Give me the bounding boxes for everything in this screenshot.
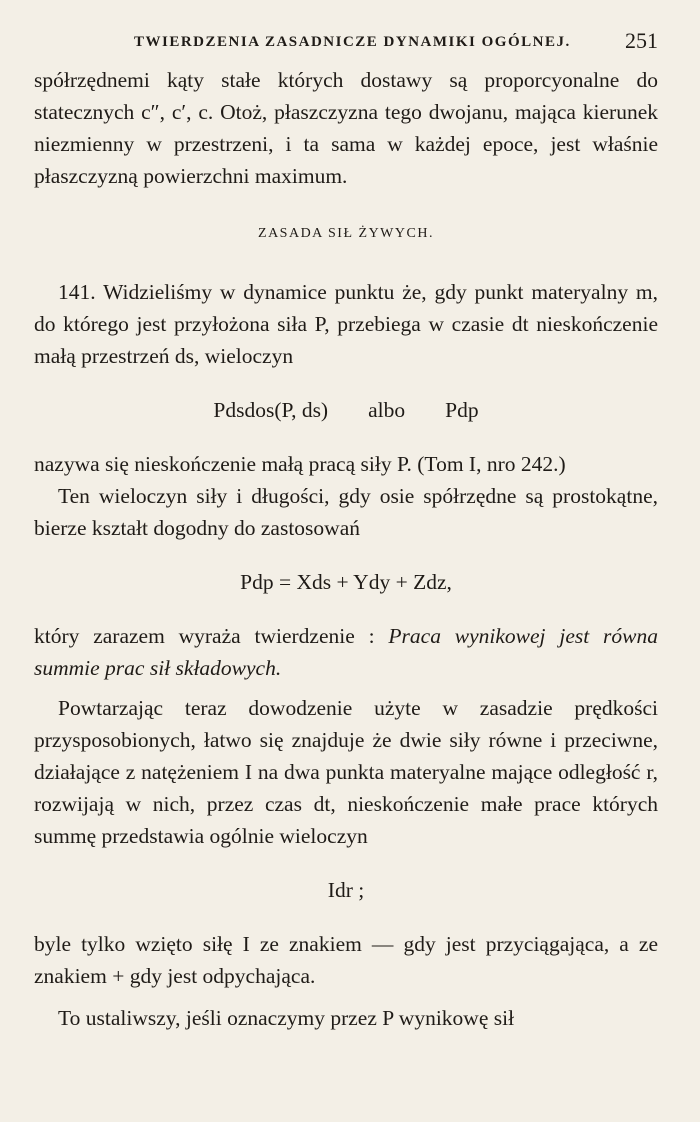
formula-work-right: Pdp (445, 398, 479, 422)
paragraph-7: byle tylko wzięto siłę I ze znakiem — gdy jest przyciągająca, a ze znakiem + gdy jest odpychająca. (34, 932, 658, 988)
paragraph-4: Ten wieloczyn siły i długości, gdy osie spółrzędne są prostokątne, bierze kształt dogodny do zastosowań (34, 484, 658, 540)
paragraph-5-theorem: Praca wynikowej jest równa summie prac sił składowych. (34, 624, 658, 680)
page-body (34, 64, 658, 1034)
page-header (34, 28, 658, 58)
page-number: 251 (625, 28, 658, 53)
formula-work-mid: albo (368, 398, 406, 422)
running-title: TWIERDZENIA ZASADNICZE DYNAMIKI OGÓLNEJ. (134, 34, 571, 50)
paragraph-5-text: który zarazem wyraża twierdzenie : (34, 624, 389, 648)
formula-work-left: Pdsdos(P, ds) (213, 398, 329, 422)
formula-idr: Idr ; (327, 878, 365, 902)
paragraph-3: nazywa się nieskończenie małą pracą siły P. (Tom I, nro 242.) (34, 452, 566, 476)
paragraph-8: To ustaliwszy, jeśli oznaczymy przez P wynikowę sił (58, 1006, 515, 1030)
paragraph-141: 141. Widzieliśmy w dynamice punktu że, gdy punkt materyalny m, do którego jest przyłożona siła P, przebiega w czasie dt nieskończenie małą przestrzeń ds, wieloczyn (34, 280, 658, 368)
paragraph-1: spółrzędnemi kąty stałe których dostawy są proporcyonalne do statecznych c″, c′, c. Otoż, płaszczyzna tego dwojanu, mająca kierunek niezmienny w przestrzeni, i ta sama w każdej epoce, jest właśnie płaszczyzną powierzchni maximum. (34, 68, 658, 188)
formula-work (34, 394, 658, 426)
section-heading: ZASADA SIŁ ŻYWYCH. (258, 226, 434, 241)
paragraph-5 (34, 620, 658, 684)
formula-components: Pdp = Xds + Ydy + Zdz, (240, 570, 452, 594)
paragraph-6: Powtarzając teraz dowodzenie użyte w zasadzie prędkości przysposobionych, łatwo się znajduje że dwie siły równe i przeciwne, działające z natężeniem I na dwa punkta materyalne mające odległość r, rozwijają w nich, przez czas dt, nieskończenie małe prace których summę przedstawia ogólnie wieloczyn (34, 696, 658, 848)
